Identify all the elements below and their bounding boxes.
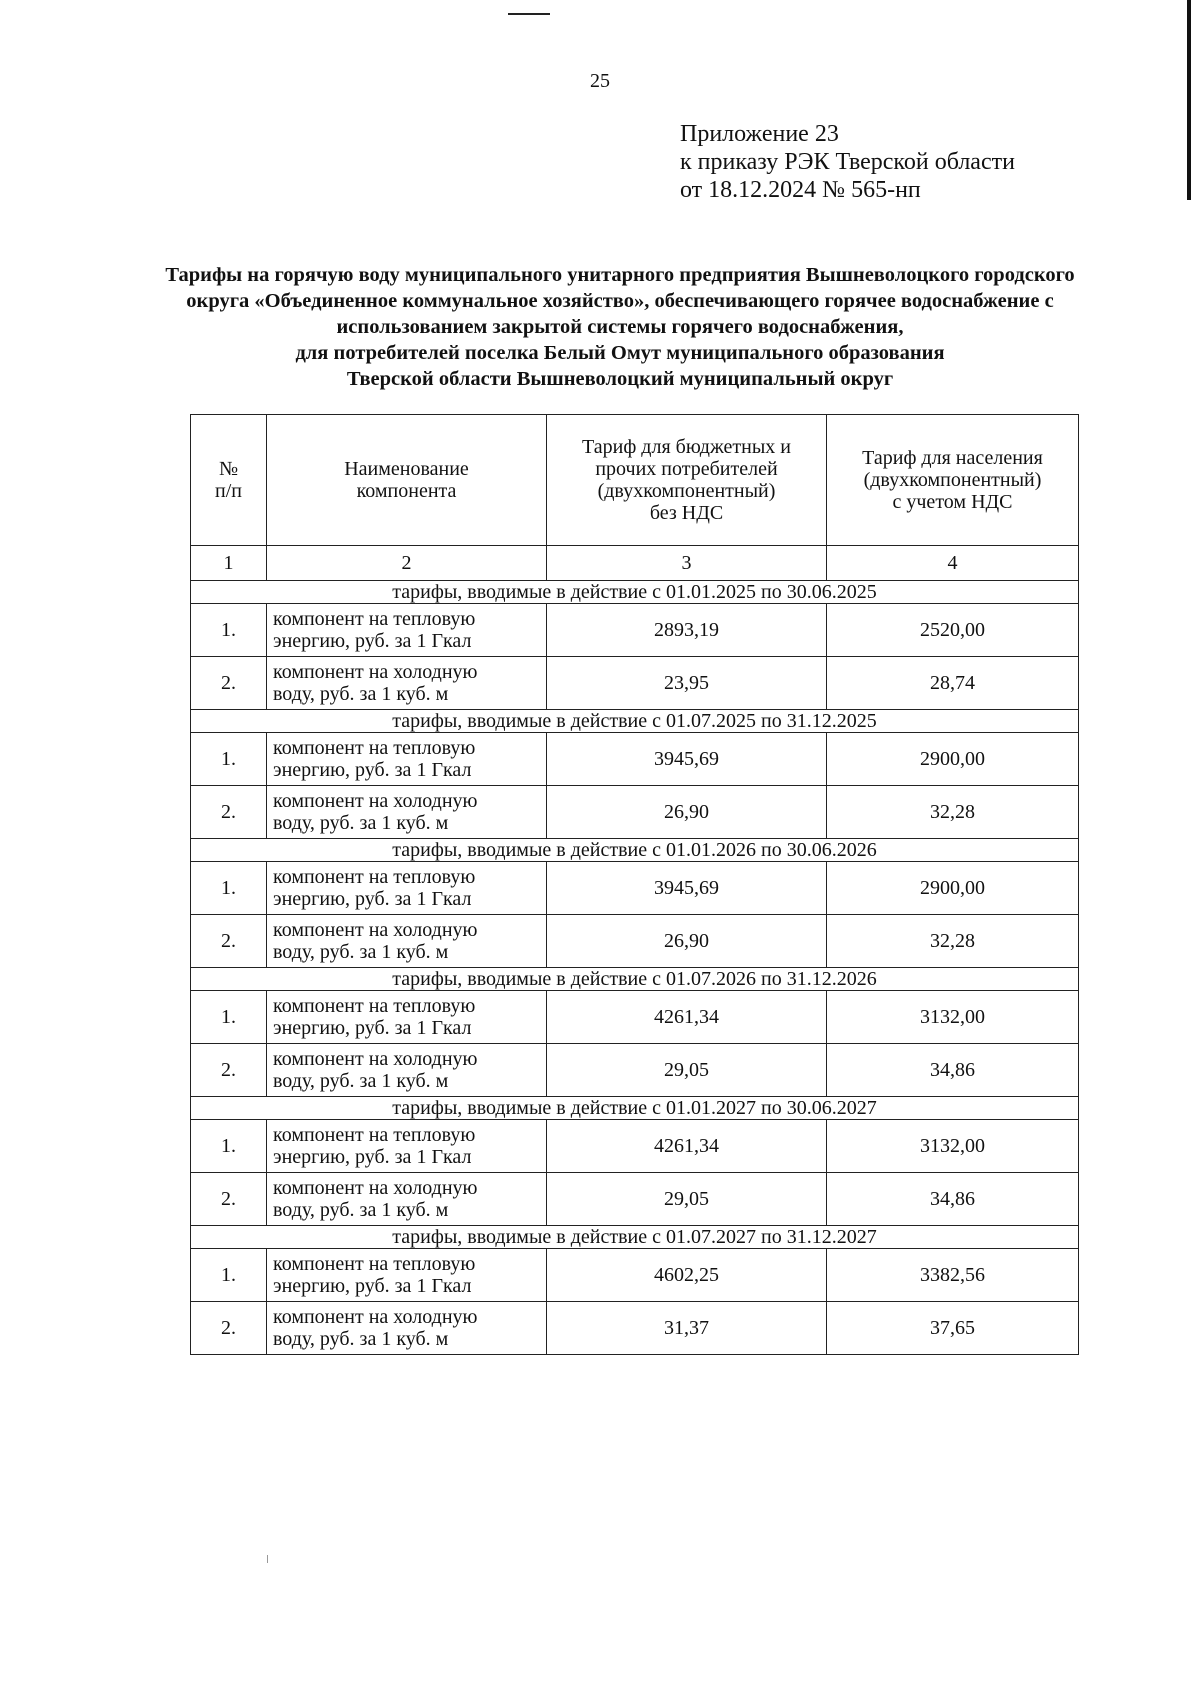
- row-number: 2.: [191, 1173, 267, 1226]
- budget-tariff-value: 3945,69: [547, 862, 827, 915]
- period-row: [191, 968, 1079, 991]
- title-line: для потребителей поселка Белый Омут муниципального образования: [295, 342, 945, 364]
- column-number-row: [191, 546, 1079, 581]
- component-name: компонент на тепловую энергию, руб. за 1 Гкал: [267, 991, 547, 1044]
- table-row: [191, 786, 1079, 839]
- component-name: компонент на холодную воду, руб. за 1 куб. м: [267, 1302, 547, 1355]
- population-tariff-value: 28,74: [827, 657, 1079, 710]
- component-name: компонент на тепловую энергию, руб. за 1 Гкал: [267, 604, 547, 657]
- scan-artifact-edge: [1187, 0, 1191, 200]
- table-row: [191, 1120, 1079, 1173]
- table-row: [191, 1044, 1079, 1097]
- table-row: [191, 604, 1079, 657]
- population-tariff-value: 34,86: [827, 1044, 1079, 1097]
- budget-tariff-value: 29,05: [547, 1044, 827, 1097]
- table-row: [191, 915, 1079, 968]
- component-name: компонент на тепловую энергию, руб. за 1 Гкал: [267, 1249, 547, 1302]
- header-budget-tariff: Тариф для бюджетных и прочих потребителей (двухкомпонентный) без НДС: [547, 415, 827, 546]
- component-name: компонент на холодную воду, руб. за 1 куб. м: [267, 657, 547, 710]
- table-row: [191, 1173, 1079, 1226]
- population-tariff-value: 3382,56: [827, 1249, 1079, 1302]
- component-name: компонент на холодную воду, руб. за 1 куб. м: [267, 1044, 547, 1097]
- header-component-name: Наименование компонента: [267, 415, 547, 546]
- column-number: 4: [827, 546, 1079, 581]
- table-row: [191, 1302, 1079, 1355]
- table-row: [191, 1249, 1079, 1302]
- budget-tariff-value: 4602,25: [547, 1249, 827, 1302]
- header-population-tariff: Тариф для населения (двухкомпонентный) с учетом НДС: [827, 415, 1079, 546]
- period-row: [191, 710, 1079, 733]
- document-title: [100, 262, 1140, 392]
- period-row: [191, 839, 1079, 862]
- budget-tariff-value: 4261,34: [547, 991, 827, 1044]
- appendix-line: Приложение 23: [680, 121, 839, 147]
- population-tariff-value: 37,65: [827, 1302, 1079, 1355]
- budget-tariff-value: 3945,69: [547, 733, 827, 786]
- appendix-date-line: от 18.12.2024 № 565-нп: [680, 177, 921, 203]
- population-tariff-value: 32,28: [827, 915, 1079, 968]
- budget-tariff-value: 31,37: [547, 1302, 827, 1355]
- title-line: Тарифы на горячую воду муниципального унитарного предприятия Вышневолоцкого городского: [165, 264, 1075, 286]
- title-line: использованием закрытой системы горячего водоснабжения,: [336, 316, 904, 338]
- row-number: 2.: [191, 657, 267, 710]
- row-number: 1.: [191, 862, 267, 915]
- title-line: округа «Объединенное коммунальное хозяйство», обеспечивающего горячее водоснабжение с: [186, 290, 1054, 312]
- row-number: 2.: [191, 786, 267, 839]
- scan-artifact-dot: [267, 1555, 268, 1563]
- population-tariff-value: 3132,00: [827, 991, 1079, 1044]
- budget-tariff-value: 23,95: [547, 657, 827, 710]
- column-number: 1: [191, 546, 267, 581]
- row-number: 2.: [191, 1044, 267, 1097]
- column-number: 3: [547, 546, 827, 581]
- row-number: 1.: [191, 1249, 267, 1302]
- period-label: тарифы, вводимые в действие с 01.01.2027 по 30.06.2027: [191, 1097, 1079, 1120]
- period-label: тарифы, вводимые в действие с 01.07.2027 по 31.12.2027: [191, 1226, 1079, 1249]
- budget-tariff-value: 29,05: [547, 1173, 827, 1226]
- period-row: [191, 1226, 1079, 1249]
- budget-tariff-value: 4261,34: [547, 1120, 827, 1173]
- component-name: компонент на холодную воду, руб. за 1 куб. м: [267, 1173, 547, 1226]
- period-label: тарифы, вводимые в действие с 01.01.2025 по 30.06.2025: [191, 581, 1079, 604]
- period-label: тарифы, вводимые в действие с 01.07.2026 по 31.12.2026: [191, 968, 1079, 991]
- header-number: № п/п: [191, 415, 267, 546]
- row-number: 2.: [191, 915, 267, 968]
- row-number: 1.: [191, 1120, 267, 1173]
- component-name: компонент на тепловую энергию, руб. за 1 Гкал: [267, 1120, 547, 1173]
- table-row: [191, 733, 1079, 786]
- scan-artifact-dash: [508, 13, 550, 15]
- population-tariff-value: 3132,00: [827, 1120, 1079, 1173]
- population-tariff-value: 32,28: [827, 786, 1079, 839]
- period-row: [191, 1097, 1079, 1120]
- period-label: тарифы, вводимые в действие с 01.01.2026 по 30.06.2026: [191, 839, 1079, 862]
- period-label: тарифы, вводимые в действие с 01.07.2025 по 31.12.2025: [191, 710, 1079, 733]
- row-number: 1.: [191, 991, 267, 1044]
- budget-tariff-value: 2893,19: [547, 604, 827, 657]
- period-row: [191, 581, 1079, 604]
- component-name: компонент на холодную воду, руб. за 1 куб. м: [267, 786, 547, 839]
- page-number: 25: [590, 70, 610, 92]
- table-row: [191, 991, 1079, 1044]
- row-number: 1.: [191, 604, 267, 657]
- table-row: [191, 862, 1079, 915]
- table-row: [191, 657, 1079, 710]
- population-tariff-value: 2900,00: [827, 733, 1079, 786]
- tariff-table-body: [191, 415, 1079, 1355]
- appendix-reference: [680, 120, 1015, 204]
- row-number: 1.: [191, 733, 267, 786]
- budget-tariff-value: 26,90: [547, 915, 827, 968]
- budget-tariff-value: 26,90: [547, 786, 827, 839]
- column-number: 2: [267, 546, 547, 581]
- component-name: компонент на холодную воду, руб. за 1 куб. м: [267, 915, 547, 968]
- component-name: компонент на тепловую энергию, руб. за 1 Гкал: [267, 733, 547, 786]
- component-name: компонент на тепловую энергию, руб. за 1 Гкал: [267, 862, 547, 915]
- title-line: Тверской области Вышневолоцкий муниципальный округ: [346, 368, 894, 390]
- row-number: 2.: [191, 1302, 267, 1355]
- appendix-order-line: к приказу РЭК Тверской области: [680, 149, 1015, 175]
- population-tariff-value: 2900,00: [827, 862, 1079, 915]
- table-header-row: [191, 415, 1079, 546]
- tariff-table: [190, 414, 1079, 1355]
- population-tariff-value: 2520,00: [827, 604, 1079, 657]
- population-tariff-value: 34,86: [827, 1173, 1079, 1226]
